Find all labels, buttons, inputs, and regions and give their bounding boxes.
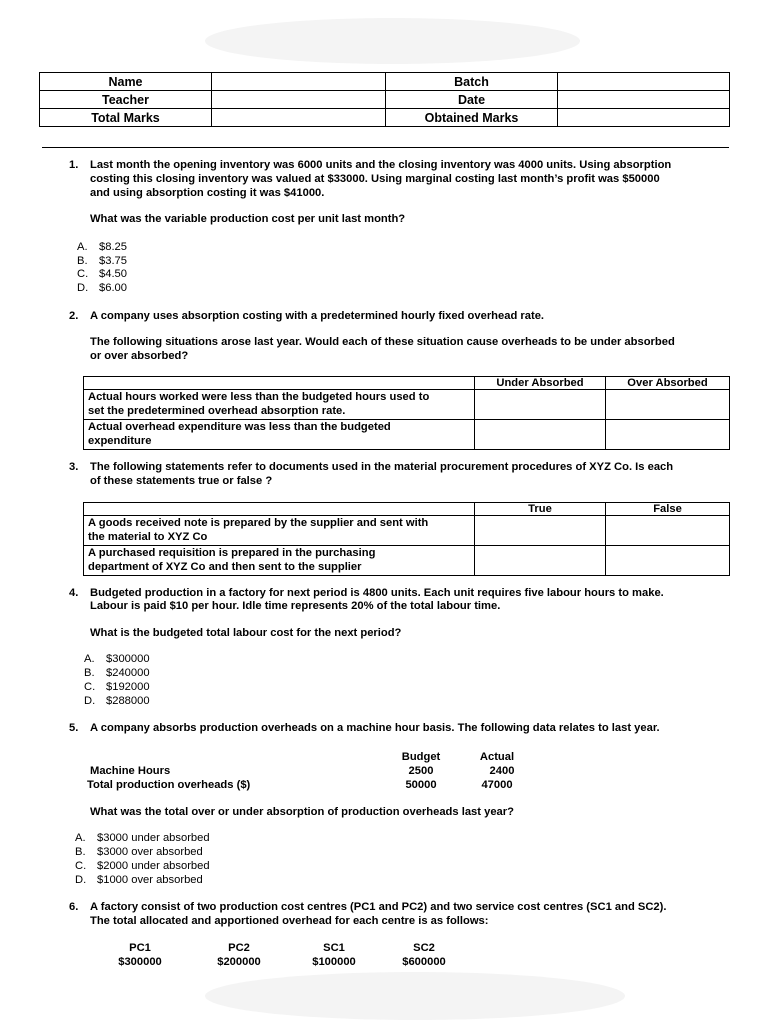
q3-col-false: False (606, 503, 730, 516)
q3-row1-false-cell[interactable] (606, 516, 730, 546)
q1-option-d[interactable] (77, 282, 127, 296)
q6-centre-pc1-name: PC1 (129, 942, 151, 954)
q2-table (83, 376, 730, 450)
q5-option-c[interactable] (75, 860, 210, 874)
option-letter: A. (75, 832, 86, 844)
q5-row2-label: Total production overheads ($) (87, 779, 251, 791)
q5-row2-actual: 47000 (481, 779, 513, 791)
q6-centre-sc2-value: $600000 (402, 956, 446, 968)
option-letter: D. (77, 282, 89, 294)
q1-option-c[interactable] (77, 268, 127, 282)
q2-line1: A company uses absorption costing with a predetermined hourly fixed overhead rate. (90, 310, 545, 322)
q3-row2-statement (84, 546, 475, 576)
q2-row1-under-cell[interactable] (475, 390, 606, 420)
q2-para-line2: or over absorbed? (90, 350, 189, 362)
q5-option-a[interactable] (75, 832, 210, 846)
q1-line2: costing this closing inventory was valued at $33000. Using marginal costing last month’s profit was $50000 (90, 173, 660, 185)
statement-line: A goods received note is prepared by the supplier and sent with (88, 517, 429, 529)
q2-number: 2. (69, 310, 79, 322)
q3-row2-false-cell[interactable] (606, 546, 730, 576)
total-marks-label: Total Marks (40, 109, 212, 127)
q4-line1: Budgeted production in a factory for next period is 4800 units. Each unit requires five labour hours to make. (90, 587, 664, 599)
q6-line1: A factory consist of two production cost centres (PC1 and PC2) and two service cost centres (SC1 and SC2). (90, 901, 667, 913)
q2-row2-over-cell[interactable] (606, 420, 730, 450)
q5-row1-budget: 2500 (408, 765, 434, 777)
date-field[interactable] (558, 91, 730, 109)
q1-number: 1. (69, 159, 79, 171)
option-letter: B. (75, 846, 86, 858)
q3-row1-statement (84, 516, 475, 546)
q2-header-empty (84, 377, 475, 390)
option-letter: C. (77, 268, 89, 280)
statement-line: Actual hours worked were less than the budgeted hours used to (88, 391, 430, 403)
statement-line: set the predetermined overhead absorption rate. (88, 404, 346, 417)
q2-row1-statement (84, 390, 475, 420)
q5-row2-budget: 50000 (405, 779, 437, 791)
option-text: $1000 over absorbed (97, 874, 203, 886)
top-watermark (205, 18, 580, 64)
bottom-watermark (205, 972, 625, 1020)
q5-option-d[interactable] (75, 874, 203, 888)
q2-col-over: Over Absorbed (606, 377, 730, 390)
q5-question: What was the total over or under absorption of production overheads last year? (90, 806, 514, 818)
q4-option-c[interactable] (84, 681, 150, 695)
q3-col-true: True (475, 503, 606, 516)
option-text: $300000 (106, 653, 150, 665)
statement-line: the material to XYZ Co (88, 530, 208, 543)
option-text: $3.75 (99, 255, 127, 267)
statement-line: expenditure (88, 434, 152, 447)
option-text: $2000 under absorbed (97, 860, 210, 872)
q5-row1-label: Machine Hours (90, 765, 171, 777)
teacher-label: Teacher (40, 91, 212, 109)
q3-line1: The following statements refer to documents used in the material procurement procedures of XYZ Co. Is each (90, 461, 674, 473)
q3-header-empty (84, 503, 475, 516)
option-text: $3000 under absorbed (97, 832, 210, 844)
option-text: $192000 (106, 681, 150, 693)
option-letter: D. (75, 874, 87, 886)
q5-line1: A company absorbs production overheads on a machine hour basis. The following data relates to last year. (90, 722, 660, 734)
student-info-table (39, 72, 730, 127)
name-label: Name (40, 73, 212, 91)
q6-centre-pc2-name: PC2 (228, 942, 250, 954)
q4-question: What is the budgeted total labour cost for the next period? (90, 627, 402, 639)
batch-field[interactable] (558, 73, 730, 91)
q2-row2-statement (84, 420, 475, 450)
q6-line2: The total allocated and apportioned overhead for each centre is as follows: (90, 915, 489, 927)
q4-option-b[interactable] (84, 667, 150, 681)
q3-row1-true-cell[interactable] (475, 516, 606, 546)
q2-para-line1: The following situations arose last year. Would each of these situation cause overheads to be under absorbed (90, 336, 675, 348)
batch-label: Batch (386, 73, 558, 91)
q1-option-b[interactable] (77, 255, 127, 269)
q1-line1: Last month the opening inventory was 6000 units and the closing inventory was 4000 units. Using absorption (90, 159, 672, 171)
q1-option-a[interactable] (77, 241, 127, 255)
q5-number: 5. (69, 722, 79, 734)
option-letter: D. (84, 695, 96, 707)
option-letter: C. (75, 860, 87, 872)
statement-line: Actual overhead expenditure was less than the budgeted (88, 421, 391, 433)
q4-option-d[interactable] (84, 695, 150, 709)
q3-line2: of these statements true or false ? (90, 475, 273, 487)
q3-table (83, 502, 730, 576)
option-letter: A. (77, 241, 88, 253)
q2-row1-over-cell[interactable] (606, 390, 730, 420)
option-text: $8.25 (99, 241, 127, 253)
option-letter: B. (77, 255, 88, 267)
q4-line2: Labour is paid $10 per hour. Idle time represents 20% of the total labour time. (90, 600, 501, 612)
statement-line: A purchased requisition is prepared in the purchasing (88, 547, 376, 559)
q6-centre-pc1-value: $300000 (118, 956, 162, 968)
q6-centre-sc2-name: SC2 (413, 942, 435, 954)
q2-row2-under-cell[interactable] (475, 420, 606, 450)
q1-question: What was the variable production cost per unit last month? (90, 213, 406, 225)
divider (42, 147, 729, 148)
q2-col-under: Under Absorbed (475, 377, 606, 390)
q6-centre-sc1-value: $100000 (312, 956, 356, 968)
q6-centre-sc1-name: SC1 (323, 942, 345, 954)
option-text: $4.50 (99, 268, 127, 280)
statement-line: department of XYZ Co and then sent to the supplier (88, 560, 362, 573)
q3-row2-true-cell[interactable] (475, 546, 606, 576)
q5-option-b[interactable] (75, 846, 203, 860)
q5-row1-actual: 2400 (489, 765, 515, 777)
option-letter: A. (84, 653, 95, 665)
option-letter: C. (84, 681, 96, 693)
q6-number: 6. (69, 901, 79, 913)
option-text: $6.00 (99, 282, 127, 294)
q3-number: 3. (69, 461, 79, 473)
teacher-field[interactable] (212, 91, 386, 109)
option-text: $240000 (106, 667, 150, 679)
q4-number: 4. (69, 587, 79, 599)
option-text: $3000 over absorbed (97, 846, 203, 858)
q4-option-a[interactable] (84, 653, 150, 667)
date-label: Date (386, 91, 558, 109)
option-letter: B. (84, 667, 95, 679)
name-field[interactable] (212, 73, 386, 91)
total-marks-field[interactable] (212, 109, 386, 127)
obtained-marks-field[interactable] (558, 109, 730, 127)
q5-actual-header: Actual (479, 751, 515, 763)
q6-centre-pc2-value: $200000 (217, 956, 261, 968)
option-text: $288000 (106, 695, 150, 707)
q5-budget-header: Budget (401, 751, 441, 763)
obtained-marks-label: Obtained Marks (386, 109, 558, 127)
q1-line3: and using absorption costing it was $41000. (90, 187, 325, 199)
